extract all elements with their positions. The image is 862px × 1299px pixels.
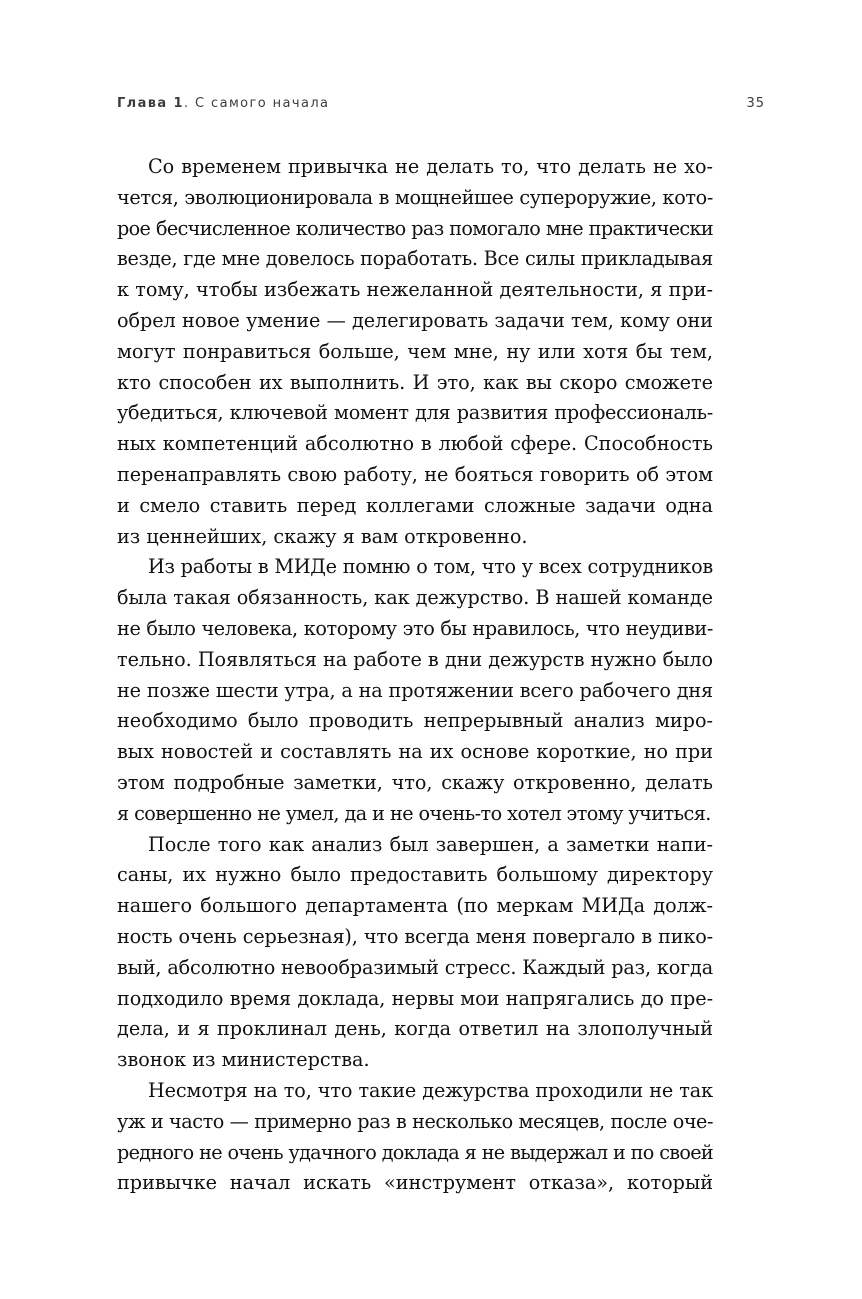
text-line: уж и часто — примерно раз в несколько месяцев, после оче- [117, 1109, 713, 1133]
text-line: чется, эволюционировала в мощнейшее супероружие, кото- [117, 185, 713, 209]
chapter-title: С самого начала [189, 96, 330, 111]
text-line: ность очень серьезная), что всегда меня повергало в пико- [117, 924, 713, 948]
text-line: тельно. Появляться на работе в дни дежурств нужно было [117, 647, 713, 671]
text-line: Несмотря на то, что такие дежурства проходили не так [148, 1078, 713, 1102]
text-line: везде, где мне довелось поработать. Все силы прикладывая [117, 247, 713, 271]
paragraph-4 [117, 1076, 713, 1199]
text-line: обрел новое умение — делегировать задачи тем, кому они [117, 308, 713, 332]
text-line: нашего большого департамента (по меркам МИДа долж- [117, 894, 713, 918]
text-line: привычке начал искать «инструмент отказа», который [117, 1171, 713, 1195]
text-line: Из работы в МИДе помню о том, что у всех сотрудников [148, 555, 713, 579]
text-line: кто способен их выполнить. И это, как вы скоро сможете [117, 370, 713, 394]
text-line: После того как анализ был завершен, а заметки напи- [148, 832, 713, 856]
text-line: этом подробные заметки, что, скажу откровенно, делать [117, 770, 713, 794]
text-line: звонок из министерства. [117, 1048, 370, 1072]
text-line: подходило время доклада, нервы мои напрягались до пре- [117, 986, 713, 1010]
text-line: дела, и я проклинал день, когда ответил на злополучный [117, 1017, 713, 1041]
text-line: вый, абсолютно невообразимый стресс. Каждый раз, когда [117, 955, 713, 979]
text-line: я совершенно не умел, да и не очень-то хотел этому учиться. [117, 801, 711, 825]
text-line: необходимо было проводить непрерывный анализ миро- [117, 709, 713, 733]
body-text [117, 152, 713, 1199]
text-line: убедиться, ключевой момент для развития профессиональ- [117, 401, 713, 425]
text-line: и смело ставить перед коллегами сложные задачи одна [117, 493, 713, 517]
text-line: перенаправлять свою работу, не бояться говорить об этом [117, 462, 713, 486]
text-line: могут понравиться больше, чем мне, ну или хотя бы тем, [117, 339, 713, 363]
text-line: рое бесчисленное количество раз помогало мне практически [117, 216, 713, 240]
text-line: Со временем привычка не делать то, что делать не хо- [148, 155, 713, 178]
chapter-separator: . [183, 96, 190, 111]
text-line: ных компетенций абсолютно в любой сфере. Способность [117, 432, 713, 456]
paragraph-3 [117, 830, 713, 1076]
text-line: к тому, чтобы избежать нежеланной деятельности, я при- [117, 278, 713, 302]
page-number: 35 [746, 96, 765, 111]
text-line: саны, их нужно было предоставить большому директору [117, 863, 713, 887]
text-line: из ценнейших, скажу я вам откровенно. [117, 524, 528, 548]
text-line: вых новостей и составлять на их основе короткие, но при [117, 740, 713, 764]
text-line: не позже шести утра, а на протяжении всего рабочего дня [117, 678, 713, 702]
text-line: была такая обязанность, как дежурство. В нашей команде [117, 586, 713, 610]
paragraph-2 [117, 552, 713, 829]
running-head [117, 96, 765, 116]
text-line: не было человека, которому это бы нравилось, что неудиви- [117, 616, 713, 640]
chapter-label: Глава 1 [117, 96, 184, 111]
paragraph-1 [117, 152, 713, 552]
text-line: редного не очень удачного доклада я не выдержал и по своей [117, 1140, 713, 1164]
